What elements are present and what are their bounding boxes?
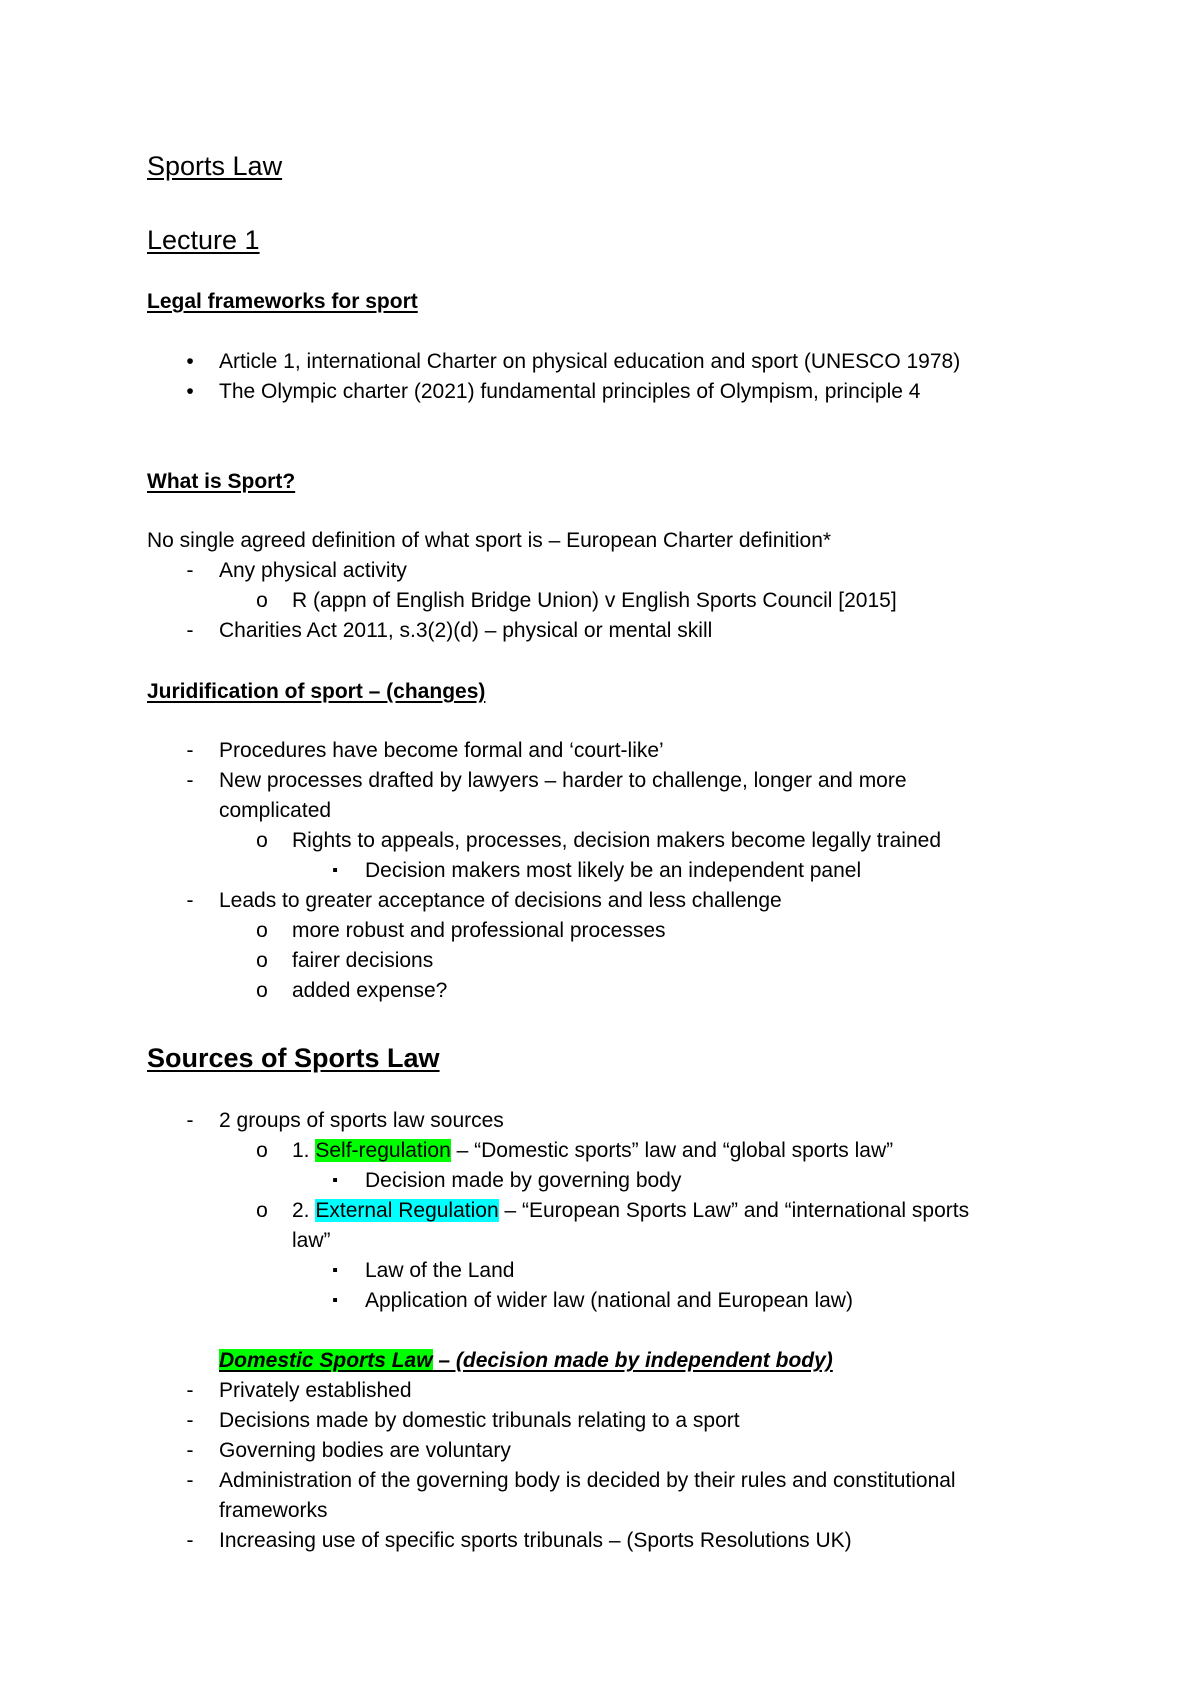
square-marker: ▪ [332, 1172, 338, 1189]
subsection-heading-domestic [219, 1348, 833, 1374]
dash-marker: - [186, 1439, 194, 1462]
list-item: Procedures have become formal and ‘court-like’ [219, 739, 664, 762]
external-regulation-highlight: External Regulation [315, 1199, 499, 1222]
circle-marker: o [256, 949, 268, 972]
section-heading-juridification: Juridification of sport – (changes) [147, 680, 486, 703]
self-regulation-highlight: Self-regulation [315, 1139, 451, 1162]
list-sub-sub-item: Decision makers most likely be an independent panel [365, 859, 862, 882]
list-item: Decisions made by domestic tribunals relating to a sport [219, 1409, 740, 1432]
square-marker: ▪ [332, 862, 338, 879]
circle-marker: o [256, 1199, 268, 1222]
list-item: Increasing use of specific sports tribunals – (Sports Resolutions UK) [219, 1529, 852, 1552]
dash-marker: - [186, 1529, 194, 1552]
list-sub-item-external-regulation [292, 1198, 969, 1224]
external-regulation-rest: – “European Sports Law” and “international sports [498, 1199, 970, 1222]
dash-marker: - [186, 1409, 194, 1432]
section-heading-legal-frameworks: Legal frameworks for sport [147, 290, 418, 313]
list-item: Governing bodies are voluntary [219, 1439, 511, 1462]
circle-marker: o [256, 829, 268, 852]
self-regulation-rest: – “Domestic sports” law and “global sports law” [450, 1139, 894, 1162]
dash-marker: - [186, 739, 194, 762]
list-item: Article 1, international Charter on physical education and sport (UNESCO 1978) [219, 350, 961, 373]
list-item: The Olympic charter (2021) fundamental principles of Olympism, principle 4 [219, 380, 921, 403]
lecture-heading: Lecture 1 [147, 225, 260, 255]
section-heading-sources: Sources of Sports Law [147, 1043, 440, 1073]
dash-marker: - [186, 1379, 194, 1402]
dash-marker: - [186, 1469, 194, 1492]
list-item: New processes drafted by lawyers – harder to challenge, longer and more [219, 769, 907, 792]
circle-marker: o [256, 1139, 268, 1162]
dash-marker: - [186, 619, 194, 642]
list-sub-item: R (appn of English Bridge Union) v English Sports Council [2015] [292, 589, 897, 612]
list-item: Privately established [219, 1379, 412, 1402]
circle-marker: o [256, 919, 268, 942]
list-item: Administration of the governing body is decided by their rules and constitutional [219, 1469, 956, 1492]
list-item: 2 groups of sports law sources [219, 1109, 504, 1132]
self-regulation-prefix: 1. [292, 1139, 316, 1162]
list-sub-item: added expense? [292, 979, 448, 1002]
square-marker: ▪ [332, 1292, 338, 1309]
list-sub-sub-item: Decision made by governing body [365, 1169, 682, 1192]
list-item-continued: complicated [219, 799, 332, 822]
dash-marker: - [186, 1109, 194, 1132]
section-heading-what-is-sport: What is Sport? [147, 470, 296, 493]
list-item: Charities Act 2011, s.3(2)(d) – physical or mental skill [219, 619, 713, 642]
domestic-heading-highlight: Domestic Sports Law [219, 1349, 433, 1372]
list-sub-item: more robust and professional processes [292, 919, 666, 942]
square-marker: ▪ [332, 1262, 338, 1279]
bullet-marker: • [186, 380, 194, 403]
list-item: Leads to greater acceptance of decisions and less challenge [219, 889, 782, 912]
circle-marker: o [256, 979, 268, 1002]
dash-marker: - [186, 559, 194, 582]
external-regulation-prefix: 2. [292, 1199, 316, 1222]
paragraph-intro: No single agreed definition of what sport is – European Charter definition* [147, 529, 832, 552]
list-sub-sub-item: Application of wider law (national and European law) [365, 1289, 853, 1312]
list-sub-item: fairer decisions [292, 949, 434, 972]
list-sub-item-continued: law” [292, 1229, 331, 1252]
list-sub-sub-item: Law of the Land [365, 1259, 515, 1282]
list-item-continued: frameworks [219, 1499, 328, 1522]
dash-marker: - [186, 889, 194, 912]
list-sub-item: Rights to appeals, processes, decision makers become legally trained [292, 829, 942, 852]
bullet-marker: • [186, 350, 194, 373]
list-item: Any physical activity [219, 559, 407, 582]
domestic-heading-rest: – (decision made by independent body) [432, 1349, 833, 1372]
dash-marker: - [186, 769, 194, 792]
document-title: Sports Law [147, 151, 283, 181]
list-sub-item-self-regulation [292, 1138, 893, 1164]
circle-marker: o [256, 589, 268, 612]
